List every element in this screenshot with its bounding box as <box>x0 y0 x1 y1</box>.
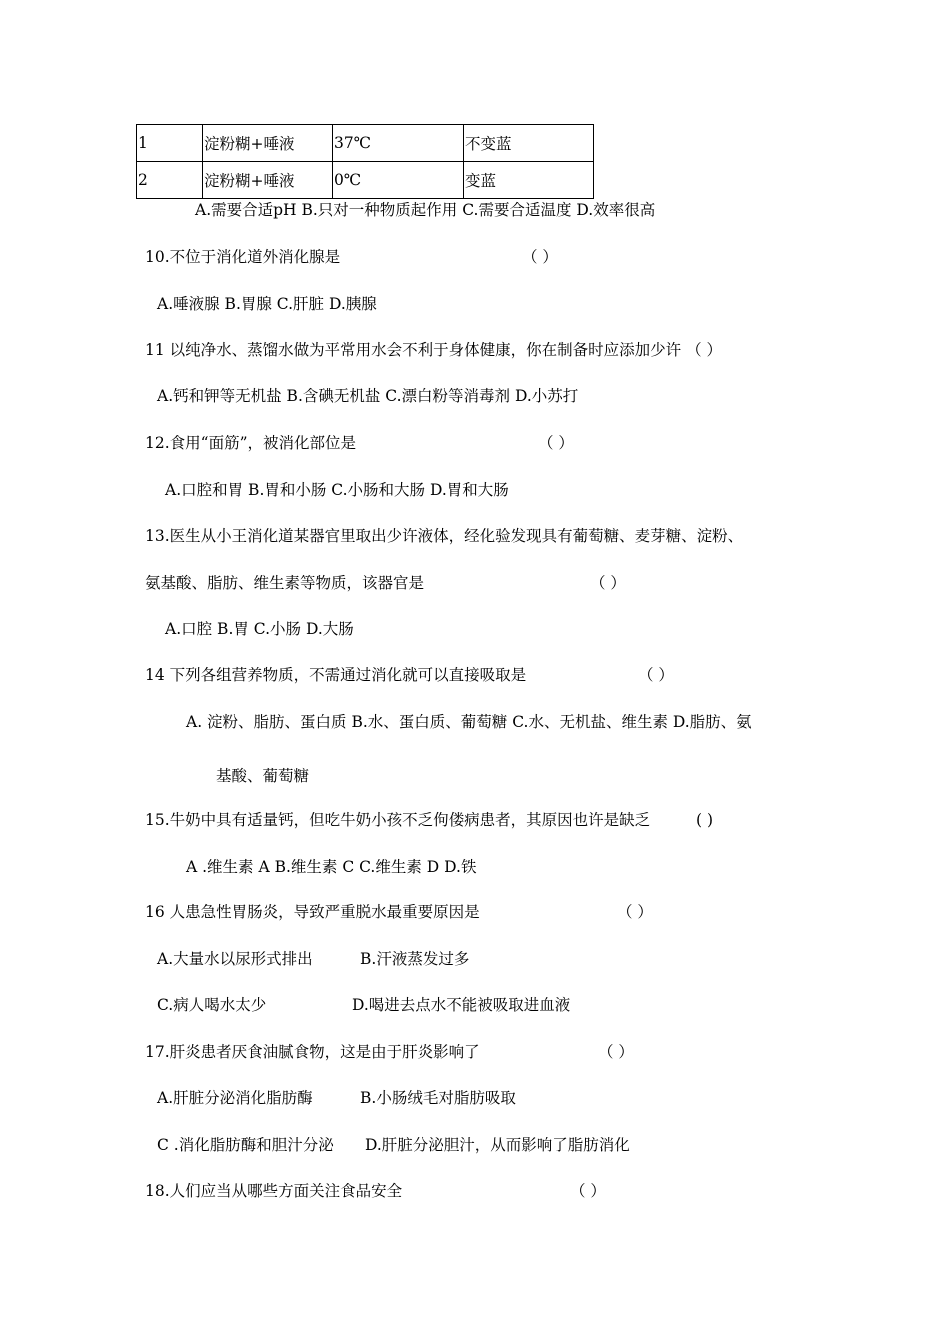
table-cell: 0℃ <box>333 162 464 199</box>
q16-option-d: D.喝进去点水不能被吸取进血液 <box>352 996 571 1014</box>
q18-stem: 18.人们应当从哪些方面关注食品安全 <box>145 1182 403 1200</box>
q17-option-c: C .消化脂肪酶和胆汁分泌 <box>157 1136 334 1154</box>
table-cell: 2 <box>137 162 203 199</box>
q10-options: A.唾液腺 B.胃腺 C.肝脏 D.胰腺 <box>157 295 377 313</box>
q14-answer-paren: （ ） <box>638 666 674 684</box>
q11-options: A.钙和钾等无机盐 B.含碘无机盐 C.漂白粉等消毒剂 D.小苏打 <box>157 387 579 405</box>
experiment-table <box>136 124 594 199</box>
q13-answer-paren: （ ） <box>590 574 626 592</box>
q10-stem: 10.不位于消化道外消化腺是 <box>145 248 341 266</box>
q14-options-line1: A. 淀粉、脂肪、蛋白质 B.水、蛋白质、葡萄糖 C.水、无机盐、维生素 D.脂肪、氨 <box>186 713 752 731</box>
q16-answer-paren: （ ） <box>617 903 653 921</box>
q10-answer-paren: （ ） <box>522 248 558 266</box>
q15-stem: 15.牛奶中具有适量钙，但吃牛奶小孩不乏佝偻病患者，其原因也许是缺乏 <box>145 811 651 829</box>
table-cell: 淀粉糊+唾液 <box>203 125 333 162</box>
q14-stem: 14 下列各组营养物质，不需通过消化就可以直接吸取是 <box>145 666 527 684</box>
q17-answer-paren: （ ） <box>598 1043 634 1061</box>
table-cell: 不变蓝 <box>464 125 594 162</box>
q13-stem-line1: 13.医生从小王消化道某器官里取出少许液体，经化验发现具有葡萄糖、麦芽糖、淀粉、 <box>145 527 744 545</box>
q12-stem: 12.食用“面筋”，被消化部位是 <box>145 434 356 452</box>
q14-options-line2: 基酸、葡萄糖 <box>216 767 310 785</box>
table-cell: 变蓝 <box>464 162 594 199</box>
q16-stem: 16 人患急性胃肠炎，导致严重脱水最重要原因是 <box>145 903 480 921</box>
q9-options: A.需要合适pH B.只对一种物质起作用 C.需要合适温度 D.效率很高 <box>195 201 656 219</box>
q16-option-b: B.汗液蒸发过多 <box>360 950 470 968</box>
q12-answer-paren: （ ） <box>538 434 574 452</box>
q17-stem: 17.肝炎患者厌食油腻食物，这是由于肝炎影响了 <box>145 1043 480 1061</box>
q15-options: A .维生素 A B.维生素 C C.维生素 D D.铁 <box>186 858 477 876</box>
table-cell: 1 <box>137 125 203 162</box>
q13-stem-line2: 氨基酸、脂肪、维生素等物质，该器官是 <box>145 574 425 592</box>
q12-options: A.口腔和胃 B.胃和小肠 C.小肠和大肠 D.胃和大肠 <box>165 481 509 499</box>
q17-option-b: B.小肠绒毛对脂肪吸取 <box>360 1089 516 1107</box>
table-cell: 淀粉糊+唾液 <box>203 162 333 199</box>
q17-option-a: A.肝脏分泌消化脂肪酶 <box>157 1089 313 1107</box>
q16-option-a: A.大量水以尿形式排出 <box>157 950 313 968</box>
q13-options: A.口腔 B.胃 C.小肠 D.大肠 <box>165 620 354 638</box>
q18-answer-paren: （ ） <box>570 1182 606 1200</box>
table-cell: 37℃ <box>333 125 464 162</box>
q11-stem: 11 以纯净水、蒸馏水做为平常用水会不利于身体健康，你在制备时应添加少许 （ ） <box>145 341 723 359</box>
table-row <box>137 162 594 199</box>
q17-option-d: D.肝脏分泌胆汁，从而影响了脂肪消化 <box>365 1136 630 1154</box>
q15-answer-paren: ( ) <box>696 811 714 829</box>
table-row <box>137 125 594 162</box>
q16-option-c: C.病人喝水太少 <box>157 996 267 1014</box>
